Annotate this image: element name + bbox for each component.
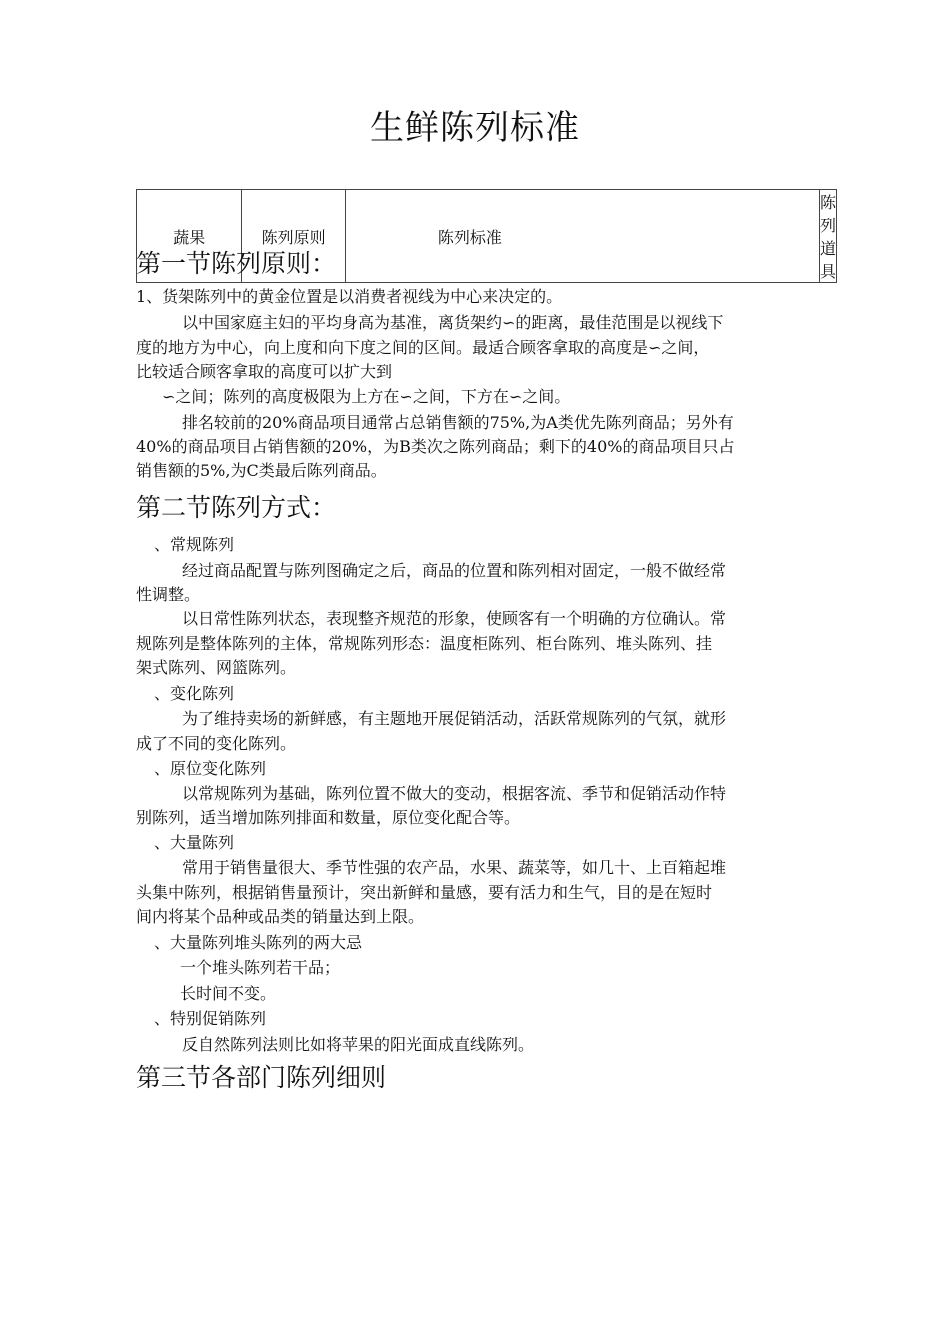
paragraph-line: 度的地方为中心，向上度和向下度之间的区间。最适合顾客拿取的高度是∽之间， bbox=[136, 338, 710, 357]
table-cell-principle: 陈列原则 bbox=[242, 190, 345, 283]
section-heading-3: 第三节各部门陈列细则 bbox=[136, 1063, 387, 1092]
paragraph-line: 反自然陈列法则比如将苹果的阳光面成直线陈列。 bbox=[182, 1035, 535, 1054]
section-heading-2: 第二节陈列方式： bbox=[136, 493, 337, 522]
list-item-heading: 、特别促销陈列 bbox=[154, 1009, 267, 1028]
list-item-heading: 、常规陈列 bbox=[154, 535, 235, 554]
paragraph-line: 成了不同的变化陈列。 bbox=[136, 734, 297, 753]
paragraph-line: ∽之间；陈列的高度极限为上方在∽之间，下方在∽之间。 bbox=[162, 387, 571, 406]
paragraph-line: 排名较前的20%商品项目通常占总销售额的75%,为A类优先陈列商品；另外有 bbox=[182, 413, 734, 432]
paragraph-line: 比较适合顾客拿取的高度可以扩大到 bbox=[136, 362, 393, 381]
table-cell-standard: 陈列标准 bbox=[345, 190, 819, 283]
paragraph-line: 别陈列，适当增加陈列排面和数量，原位变化配合等。 bbox=[136, 808, 521, 827]
paragraph-line: 常用于销售量很大、季节性强的农产品，水果、蔬菜等，如几十、上百箱起堆 bbox=[182, 858, 727, 877]
section-heading-1: 第一节陈列原则： bbox=[136, 249, 337, 278]
paragraph-line: 一个堆头陈列若干品； bbox=[180, 958, 341, 977]
paragraph-line: 经过商品配置与陈列图确定之后，商品的位置和陈列相对固定，一般不做经常 bbox=[182, 561, 727, 580]
list-item-heading: 、大量陈列 bbox=[154, 833, 235, 852]
paragraph-line: 间内将某个品种或品类的销量达到上限。 bbox=[136, 907, 425, 926]
paragraph-line: 头集中陈列，根据销售量预计，突出新鲜和量感，要有活力和生气，目的是在短时 bbox=[136, 883, 713, 902]
paragraph-line: 为了维持卖场的新鲜感，有主题地开展促销活动，活跃常规陈列的气氛，就形 bbox=[182, 709, 727, 728]
paragraph-line: 以日常性陈列状态，表现整齐规范的形象，使顾客有一个明确的方位确认。常 bbox=[182, 609, 727, 628]
paragraph-line: 销售额的5%,为C类最后陈列商品。 bbox=[136, 461, 387, 480]
list-item-heading: 、原位变化陈列 bbox=[154, 759, 267, 778]
paragraph-line: 40%的商品项目占销售额的20%，为B类次之陈列商品；剩下的40%的商品项目只占 bbox=[136, 437, 735, 456]
list-item-heading: 、大量陈列堆头陈列的两大忌 bbox=[154, 933, 363, 952]
paragraph-line: 以常规陈列为基础，陈列位置不做大的变动，根据客流、季节和促销活动作特 bbox=[182, 784, 727, 803]
paragraph-line: 以中国家庭主妇的平均身高为基准，离货架约∽的距离，最佳范围是以视线下 bbox=[182, 313, 724, 332]
document-title: 生鲜陈列标准 bbox=[370, 108, 580, 148]
paragraph-line: 1、货架陈列中的黄金位置是以消费者视线为中心来决定的。 bbox=[136, 287, 563, 306]
table-cell-produce: 蔬果 bbox=[137, 190, 242, 283]
paragraph-line: 规陈列是整体陈列的主体，常规陈列形态：温度柜陈列、柜台陈列、堆头陈列、挂 bbox=[136, 634, 713, 653]
paragraph-line: 架式陈列、网篮陈列。 bbox=[136, 658, 297, 677]
list-item-heading: 、变化陈列 bbox=[154, 684, 235, 703]
table-cell-props: 陈列道具 bbox=[819, 190, 836, 283]
paragraph-line: 性调整。 bbox=[136, 585, 201, 604]
paragraph-line: 长时间不变。 bbox=[180, 984, 277, 1003]
